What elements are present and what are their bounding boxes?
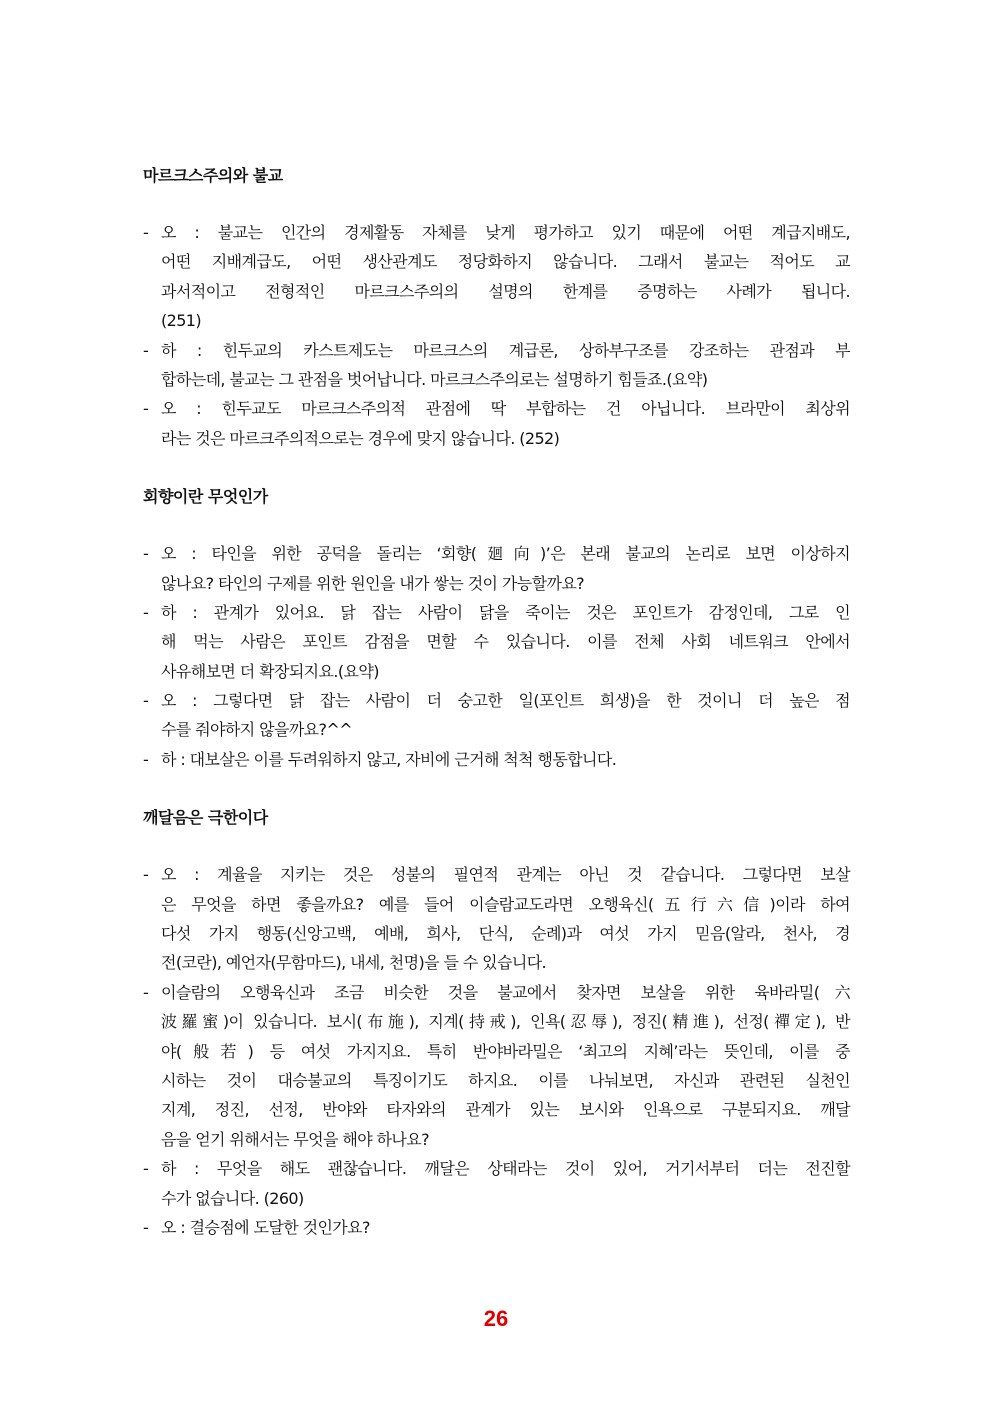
dialogue-paragraph — [143, 394, 850, 453]
text-line: 오 : 결승점에 도달한 것인가요? — [161, 1217, 370, 1237]
text-line: 지계, 정진, 선정, 반야와 타자와의 관계가 있는 보시와 인욕으로 구분되지요. 깨달 — [161, 1100, 850, 1120]
dialogue-paragraph — [143, 598, 850, 686]
section-heading: 마르크스주의와 불교 — [143, 166, 283, 185]
text-line: 오 : 불교는 인간의 경제활동 자체를 낮게 평가하고 있기 때문에 어떤 계급지배도, — [161, 223, 850, 242]
bullet-dash: - — [143, 749, 149, 769]
bullet-dash: - — [143, 865, 149, 885]
text-line: 전(코란), 예언자(무함마드), 내세, 천명)을 들 수 있습니다. — [161, 953, 547, 973]
text-line: 하 : 대보살은 이를 두려워하지 않고, 자비에 근거해 척척 행동합니다. — [161, 749, 617, 769]
text-line: 오 : 타인을 위한 공덕을 돌리는 ‘회향(廻向)’은 본래 불교의 논리로 보면 이상하지 — [161, 544, 850, 564]
bullet-dash: - — [143, 544, 149, 564]
text-line: 오 : 힌두교도 마르크스주의적 관점에 딱 부합하는 건 아닙니다. 브라만이 최상위 — [161, 399, 850, 419]
text-line: 이슬람의 오행육신과 조금 비슷한 것을 불교에서 찾자면 보살을 위한 육바라밀(六 — [161, 982, 850, 1002]
text-line: 합하는데, 불교는 그 관점을 벗어납니다. 마르크스주의로는 설명하기 힘들죠.(요약) — [161, 369, 708, 389]
text-line: 해 먹는 사람은 포인트 감점을 면할 수 있습니다. 이를 전체 사회 네트워크 안에서 — [161, 632, 850, 652]
text-line: 사유해보면 더 확장되지요.(요약) — [161, 661, 379, 681]
dialogue-paragraph — [143, 336, 850, 395]
bullet-dash: - — [143, 691, 149, 711]
text-line: 오 : 계율을 지키는 것은 성불의 필연적 관계는 아닌 것 같습니다. 그렇다면 보살 — [161, 865, 850, 885]
bullet-dash: - — [143, 602, 149, 622]
bullet-dash: - — [143, 982, 149, 1002]
section-heading: 깨달음은 극한이다 — [143, 808, 268, 828]
section — [143, 482, 850, 774]
text-line: (251) — [161, 311, 202, 331]
text-line: 하 : 관계가 있어요. 닭 잡는 사람이 닭을 죽이는 것은 포인트가 감정인데, 그로 인 — [161, 602, 850, 622]
page-number: 26 — [483, 1306, 509, 1331]
bullet-dash: - — [143, 1159, 149, 1179]
section — [143, 161, 850, 453]
document-body — [143, 161, 850, 1271]
dialogue-paragraph — [143, 1154, 850, 1213]
text-line: 야(般若) 등 여섯 가지지요. 특히 반야바라밀은 ‘최고의 지혜’라는 뜻인데, 이를 중 — [161, 1041, 850, 1061]
bullet-dash: - — [143, 223, 149, 242]
section — [143, 803, 850, 1242]
text-line: 하 : 힌두교의 카스트제도는 마르크스의 계급론, 상하부구조를 강조하는 관점과 부 — [161, 340, 850, 360]
dialogue-paragraph — [143, 1213, 850, 1242]
text-line: 수를 줘야하지 않을까요?^^ — [161, 720, 353, 740]
dialogue-paragraph — [143, 860, 850, 978]
bullet-dash: - — [143, 1217, 149, 1237]
text-line: 음을 얻기 위해서는 무엇을 해야 하나요? — [161, 1129, 430, 1149]
text-line: 과서적이고 전형적인 마르크스주의의 설명의 한계를 증명하는 사례가 됩니다. — [161, 281, 850, 301]
text-line: 시하는 것이 대승불교의 특징이기도 하지요. 이를 나눠보면, 자신과 관련된 실천인 — [161, 1070, 850, 1090]
text-line: 波羅蜜)이 있습니다. 보시(布施), 지계(持戒), 인욕(忍辱), 정진(精進), 선정(禪定), 반 — [161, 1012, 850, 1032]
text-line: 않나요? 타인의 구제를 위한 원인을 내가 쌓는 것이 가능할까요? — [161, 573, 585, 593]
dialogue-paragraph — [143, 745, 850, 774]
bullet-dash: - — [143, 340, 149, 360]
dialogue-paragraph — [143, 686, 850, 745]
bullet-dash: - — [143, 399, 149, 419]
text-line: 은 무엇을 하면 좋을까요? 예를 들어 이슬람교도라면 오행육신(五行六信)이라 하여 — [161, 894, 850, 914]
text-line: 라는 것은 마르크주의적으로는 경우에 맞지 않습니다. (252) — [161, 428, 560, 448]
dialogue-paragraph — [143, 218, 850, 336]
text-line: 오 : 그렇다면 닭 잡는 사람이 더 숭고한 일(포인트 희생)을 한 것이니 더 높은 점 — [161, 691, 850, 711]
text-line: 수가 없습니다. (260) — [161, 1188, 304, 1208]
dialogue-paragraph — [143, 539, 850, 598]
text-line: 다섯 가지 행동(신앙고백, 예배, 희사, 단식, 순례)과 여섯 가지 믿음(알라, 천사, 경 — [161, 924, 850, 944]
dialogue-paragraph — [143, 978, 850, 1154]
section-heading: 회향이란 무엇인가 — [143, 487, 268, 507]
text-line: 어떤 지배계급도, 어떤 생산관계도 정당화하지 않습니다. 그래서 불교는 적어도 교 — [161, 252, 850, 272]
text-line: 하 : 무엇을 해도 괜찮습니다. 깨달은 상태라는 것이 있어, 거기서부터 더는 전진할 — [161, 1159, 850, 1179]
